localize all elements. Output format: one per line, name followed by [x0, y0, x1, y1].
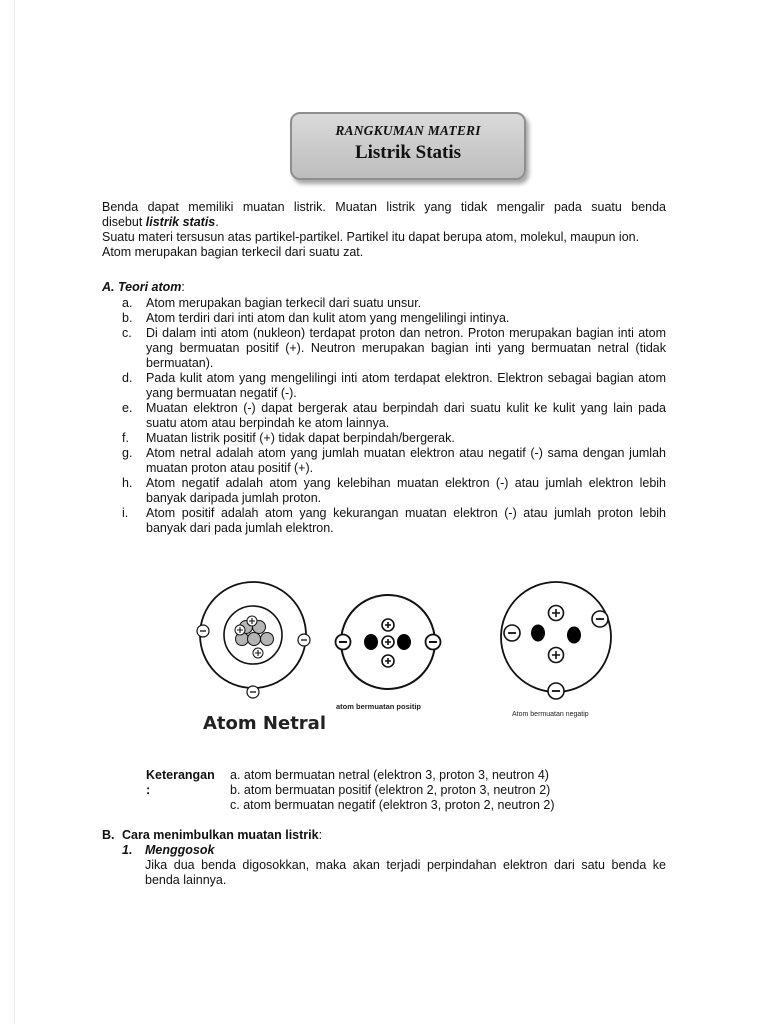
negative-atom-diagram [501, 582, 611, 699]
list-item [102, 311, 666, 326]
list-text: Di dalam inti atom (nukleon) terdapat proton dan netron. Proton merupakan bagian inti atom yang bermuatan positif (+). Neutron merupakan bagian inti yang bermuatan netral (tidak bermuatan). [146, 326, 666, 370]
section-a-title: A. Teori atom [102, 280, 182, 294]
section-a-colon: : [181, 280, 185, 294]
list-marker: d. [122, 371, 133, 385]
section-b-colon: : [318, 828, 323, 842]
intro-prefix: disebut [102, 215, 146, 229]
list-text: Muatan listrik positif (+) tidak dapat berpindah/bergerak. [146, 431, 455, 445]
list-item [102, 371, 666, 401]
list-item [102, 401, 666, 431]
intro-suffix: . [215, 215, 219, 229]
list-text: Atom negatif adalah atom yang kelebihan muatan elektron (-) atau jumlah elektron lebih banyak daripada jumlah proton. [146, 476, 666, 505]
list-marker: i. [122, 506, 129, 520]
term-listrik-statis: listrik statis [145, 215, 216, 229]
list-item [102, 506, 666, 536]
list-marker: b. [122, 311, 133, 325]
list-text: Atom merupakan bagian terkecil dari suatu unsur. [146, 296, 422, 310]
list-text: Atom netral adalah atom yang jumlah muatan elektron atau negatif (-) sama dengan jumlah muatan proton atau positif (+). [146, 446, 666, 475]
caption-positive-atom: atom bermuatan positip [336, 702, 422, 711]
list-item [102, 476, 666, 506]
keterangan-item: b. atom bermuatan positif (elektron 2, proton 3, neutron 2) [230, 783, 551, 797]
intro-line-1: Benda dapat memiliki muatan listrik. Muatan listrik yang tidak mengalir pada suatu benda [102, 200, 666, 214]
caption-neutral-atom: Atom Netral [203, 713, 326, 734]
section-a-heading [102, 280, 666, 295]
section-b-title: Cara menimbulkan muatan listrik [122, 828, 319, 842]
keterangan-item: a. atom bermuatan netral (elektron 3, proton 3, neutron 4) [230, 768, 549, 782]
list-item [102, 446, 666, 476]
list-text: Muatan elektron (-) dapat bergerak atau berpindah dari suatu kulit ke kulit yang lain pada suatu atom atau berpindah ke atom lainnya. [146, 401, 666, 430]
atom-figure [190, 575, 630, 740]
list-text: Atom terdiri dari inti atom dan kulit atom yang mengelilingi intinya. [146, 311, 510, 325]
subsection-marker: 1. [122, 843, 133, 857]
subsection-text: Jika dua benda digosokkan, maka akan terjadi perpindahan elektron dari satu benda ke benda lainnya. [145, 858, 666, 887]
list-item [102, 326, 666, 371]
main-content [102, 200, 666, 536]
section-b [102, 828, 666, 888]
list-text: Pada kulit atom yang mengelilingi inti atom terdapat elektron. Elektron sebagai bagian atom yang bermuatan negatif (-). [146, 371, 666, 400]
list-marker: f. [122, 431, 129, 445]
page-edge [14, 0, 15, 1024]
list-marker: e. [122, 401, 133, 415]
list-item [102, 296, 666, 311]
atom-theory-list [102, 296, 666, 536]
neutral-atom-diagram [197, 582, 310, 698]
list-marker: g. [122, 446, 133, 460]
keterangan-item: c. atom bermuatan negatif (elektron 3, proton 2, neutron 2) [230, 798, 555, 812]
intro-paragraph-3: Atom merupakan bagian terkecil dari suatu zat. [102, 245, 364, 259]
section-b-heading [102, 828, 666, 843]
positive-atom-diagram [336, 595, 441, 689]
caption-negative-atom: Atom bermuatan negatip [512, 711, 589, 718]
list-marker: h. [122, 476, 133, 490]
page-title: Listrik Statis [354, 142, 462, 163]
list-marker: a. [122, 296, 133, 310]
intro-paragraph-2: Suatu materi tersusun atas partikel-partikel. Partikel itu dapat berupa atom, molekul, maupun ion. [102, 230, 640, 244]
subsection-title: Menggosok [145, 843, 215, 857]
keterangan-label: Keterangan : [146, 768, 215, 797]
list-text: Atom positif adalah atom yang kekurangan muatan elektron (-) atau jumlah proton lebih banyak dari pada jumlah elektron. [146, 506, 666, 535]
title-subtitle: RANGKUMAN MATERI [335, 123, 481, 138]
list-marker: c. [122, 326, 132, 340]
keterangan-items [230, 768, 555, 813]
subsection-heading [122, 843, 666, 858]
title-box [290, 112, 526, 180]
list-item [102, 431, 666, 446]
section-b-marker: B. [102, 828, 115, 842]
intro-line-2 [102, 215, 666, 230]
